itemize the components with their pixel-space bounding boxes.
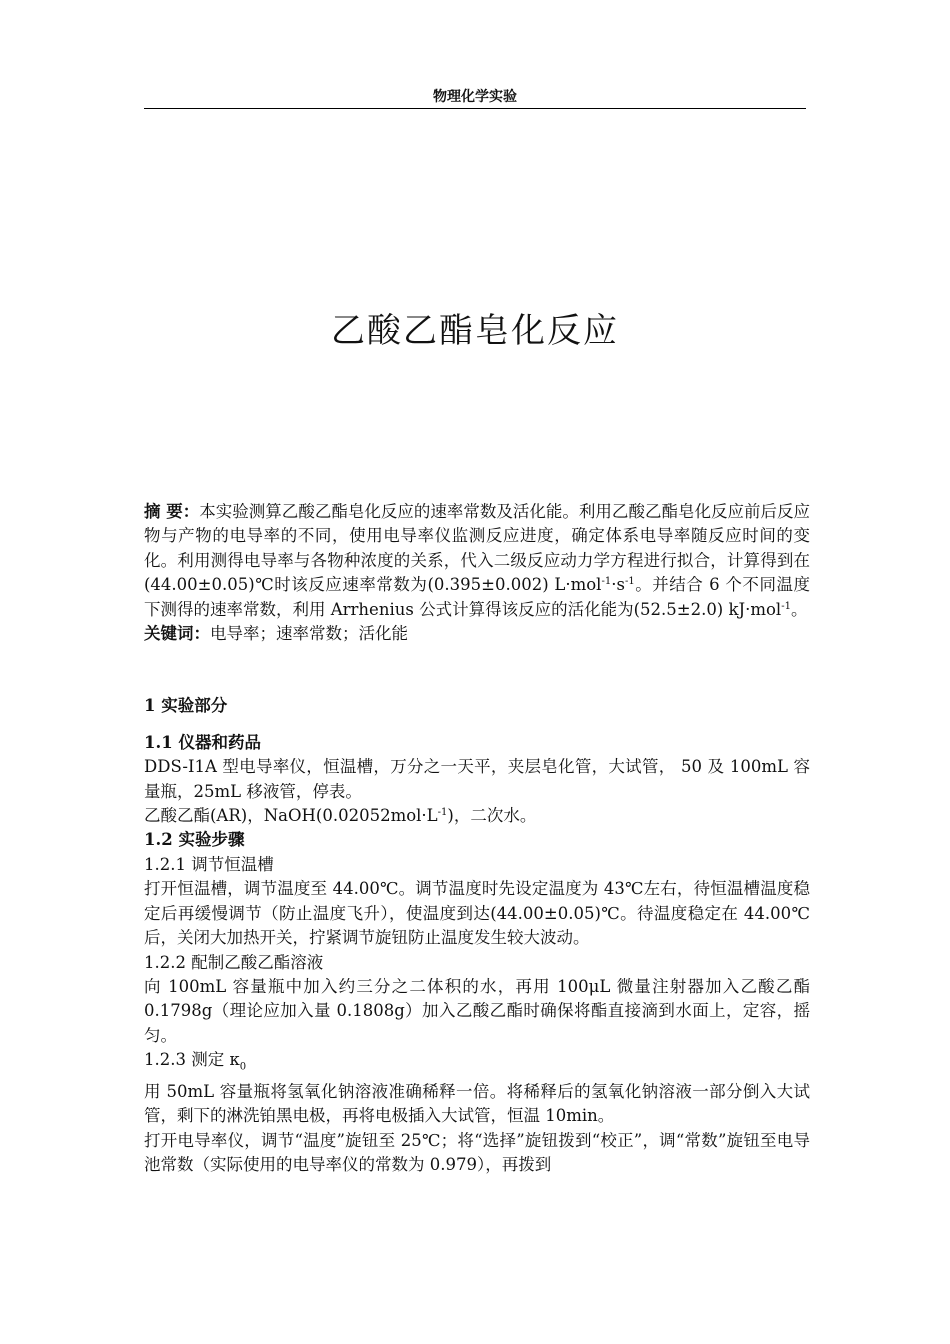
subsection-1-2-2-heading: 1.2.2 配制乙酸乙酯溶液 [144, 952, 324, 972]
section-1-heading: 1 实验部分 [144, 696, 228, 716]
keywords [144, 622, 810, 646]
section-1-1-heading: 1.1 仪器和药品 [144, 732, 261, 752]
reagents-text-a: 乙酸乙酯(AR)，NaOH(0.02052mol·L [144, 806, 438, 826]
instruments-paragraph: DDS-I1A 型电导率仪，恒温槽，万分之一天平，夹层皂化管，大试管， 50 及 100mL 容量瓶，25mL 移液管，停表。 [144, 757, 810, 801]
header-rule [144, 108, 806, 109]
abstract-text-c: 。并结合 6 个不同温度下测得的速率常数，利用 Arrhenius 公式计算得该反应的活化能为(52.5±2.0) kJ·mol [144, 575, 810, 619]
abstract-text-d: 。 [790, 599, 808, 619]
paragraph-1-2-3-b: 打开电导率仪，调节“温度”旋钮至 25℃；将“选择”旋钮拨到“校正”，调“常数”旋钮至电导池常数（实际使用的电导率仪的常数为 0.979），再拨到 [144, 1130, 810, 1175]
subsection-1-2-3-sub: 0 [239, 1061, 247, 1073]
section-1-2-heading: 1.2 实验步骤 [144, 830, 245, 850]
abstract-text-a: 本实验测算乙酸乙酯皂化反应的速率常数及活化能。利用乙酸乙酯皂化反应前后反应物与产物的电导率的不同，使用电导率仪监测反应进度，确定体系电导率随反应时间的变化。利用测得电导率与各物种浓度的关系，代入二级反应动力学方程进行拟合，计算得到在(44.00±0.05)℃时该反应速率常数为(0.395±0.002) L·mol [144, 502, 811, 595]
running-header: 物理化学实验 [433, 89, 517, 105]
abstract-sup-c: -1 [781, 600, 791, 612]
reagents-sup: -1 [437, 807, 448, 819]
document-title: 乙酸乙酯皂化反应 [331, 311, 619, 351]
paragraph-1-2-1: 打开恒温槽，调节温度至 44.00℃。调节温度时先设定温度为 43℃左右，待恒温槽温度稳定后再缓慢调节（防止温度飞升），使温度到达(44.00±0.05)℃。待温度稳定在 44.00℃后，关闭大加热开关，拧紧调节旋钮防止温度发生较大波动。 [144, 879, 810, 948]
spacer [144, 719, 810, 731]
spacer [144, 646, 810, 694]
subsection-1-2-1-heading: 1.2.1 调节恒温槽 [144, 854, 274, 874]
abstract-text-b: ·s [611, 575, 625, 595]
abstract-sup-a: -1 [601, 576, 612, 588]
abstract-label: 摘 要： [144, 502, 200, 521]
keywords-text: 电导率；速率常数；活化能 [210, 624, 408, 644]
keywords-label: 关键词： [144, 624, 210, 644]
paragraph-1-2-2: 向 100mL 容量瓶中加入约三分之二体积的水，再用 100μL 微量注射器加入乙酸乙酯 0.1798g（理论应加入量 0.1808g）加入乙酸乙酯时确保将酯直接滴到水面上，定容，摇匀。 [144, 976, 810, 1045]
abstract-sup-b: -1 [624, 576, 635, 588]
subsection-1-2-3-heading [144, 1048, 810, 1080]
reagents-paragraph [144, 804, 810, 828]
abstract [144, 500, 810, 622]
reagents-text-b: )，二次水。 [447, 806, 537, 826]
subsection-1-2-3-text: 1.2.3 测定 κ [144, 1050, 240, 1070]
paragraph-1-2-3-a: 用 50mL 容量瓶将氢氧化钠溶液准确稀释一倍。将稀释后的氢氧化钠溶液一部分倒入大试管，剩下的淋洗铂黑电极，再将电极插入大试管，恒温 10min。 [144, 1081, 810, 1126]
document-body [144, 500, 810, 1177]
